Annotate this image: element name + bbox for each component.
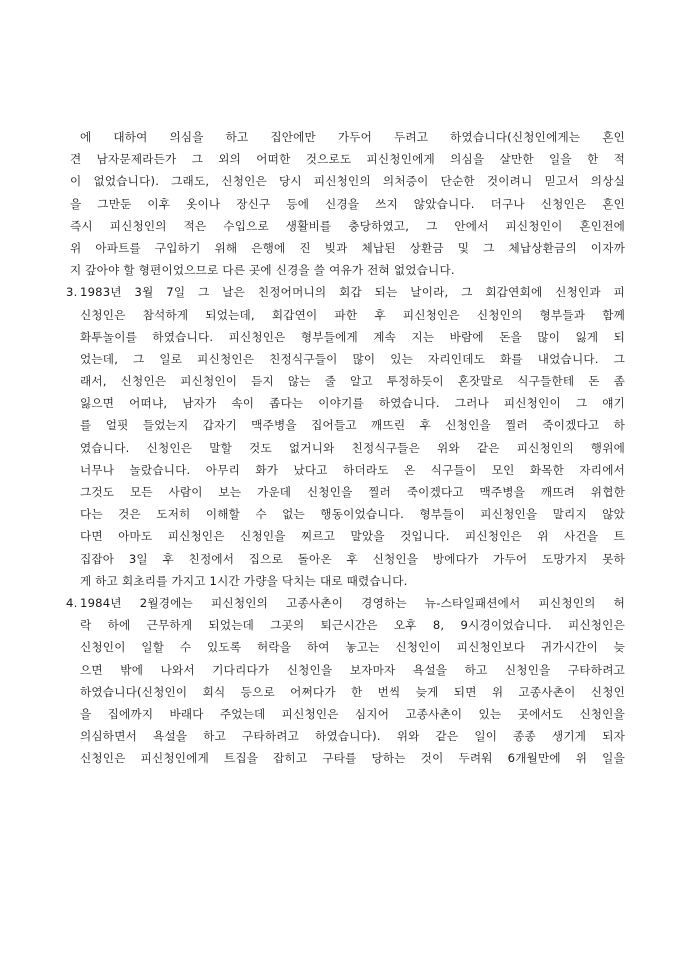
text-line: 락 하에 근무하게 되었는데 그곳의 퇴근시간은 오후 8, 9시경이었습니다. 피신청인은 <box>80 618 625 633</box>
text-line: 신청인은 참석하게 되었는데, 회갑연이 파한 후 피신청인은 신청인의 형부들과 함께 <box>80 307 625 322</box>
text-line: 1983년 3월 7일 그 날은 친정어머니의 회갑 되는 날이라, 그 회갑연회에 신청인과 피 <box>80 285 625 300</box>
text-line: 화투놀이를 하였습니다. 피신청인은 형부들에게 계속 지는 바람에 돈을 많이 잃게 되 <box>80 329 625 344</box>
item-number: 4. <box>66 595 78 610</box>
text-line: 견 남자문제라든가 그 외의 어떠한 것으로도 피신청인에게 의심을 살만한 일을 한 적 <box>70 152 625 167</box>
text-line: 다면 아마도 피신청인은 신청인을 찌르고 말았을 것입니다. 피신청인은 위 사건을 트 <box>80 529 625 544</box>
paragraph-continued <box>70 126 625 281</box>
text-line: 신청인은 피신청인에게 트집을 잡히고 구타를 당하는 것이 두려워 6개월만에 위 일을 <box>80 751 625 766</box>
text-line: 었는데, 그 일로 피신청인은 친정식구들이 많이 있는 자리인데도 화를 내었습니다. 그 <box>80 351 625 366</box>
item-number: 3. <box>66 285 78 300</box>
text-line: 이 없었습니다). 그래도, 신청인은 당시 피신청인의 의처증이 단순한 것이려니 믿고서 의상실 <box>70 174 625 189</box>
text-line: 하였습니다(신청인이 회식 등으로 어쩌다가 한 번씩 늦게 되면 위 고종사촌이 신청인 <box>80 684 625 699</box>
text-line: 잃으면 어떠냐, 남자가 속이 좁다는 이야기를 하였습니다. 그러나 피신청인이 그 얘기 <box>80 396 625 411</box>
text-line: 을 집에까지 바래다 주었는데 피신청인은 심지어 고종사촌이 있는 곳에서도 신청인을 <box>80 706 625 721</box>
text-line: 신청인이 일할 수 있도록 허락을 하여 놓고는 신청인이 피신청인보다 귀가시간이 늦 <box>80 640 625 655</box>
text-line: 게 하고 회초리를 가지고 1시간 가량을 닥치는 대로 때렸습니다. <box>80 573 408 588</box>
text-line: 래서, 신청인은 피신청인이 듣지 않는 줄 알고 투정하듯이 혼잣말로 식구들한테 돈 좀 <box>80 374 625 389</box>
text-line: 1984년 2월경에는 피신청인의 고종사촌이 경영하는 뉴-스타일패션에서 피신청인의 허 <box>80 595 625 610</box>
text-line: 그것도 모든 사람이 보는 가운데 신청인을 찔러 죽이겠다고 맥주병을 깨뜨려 위협한 <box>80 485 625 499</box>
text-line: 의심하면서 욕설을 하고 구타하려고 하였습니다). 위와 같은 일이 종종 생기게 되자 <box>80 729 625 744</box>
text-line: 였습니다. 신청인은 말할 것도 없거니와 친정식구들은 위와 같은 피신청인의 행위에 <box>80 440 625 455</box>
text-line: 을 그만둔 이후 옷이나 장신구 등에 신경을 쓰지 않았습니다. 더구나 신청인은 혼인 <box>70 196 625 211</box>
text-line: 집잡아 3일 후 친정에서 집으로 돌아온 후 신청인을 방에다가 가두어 도망가지 못하 <box>80 551 625 566</box>
text-line: 즉시 피신청인의 적은 수입으로 생활비를 충당하였고, 그 안에서 피신청인이 혼인전에 <box>70 218 625 233</box>
text-line: 으면 밖에 나와서 기다리다가 신청인을 보자마자 욕설을 하고 신청인을 구타하려고 <box>80 662 625 677</box>
numbered-item-4 <box>66 592 625 770</box>
text-line: 위 아파트를 구입하기 위해 은행에 진 빚과 체납된 상환금 및 그 체납상환금의 이자까 <box>70 240 625 255</box>
text-line: 너무나 놀랐습니다. 아무리 화가 났다고 하더라도 온 식구들이 모인 화목한 자리에서 <box>80 462 625 477</box>
text-line: 지 갚아야 할 형편이었으므로 다른 곳에 신경을 쓸 여유가 전혀 없었습니다. <box>70 263 455 278</box>
text-line: 다는 것은 도저히 이해할 수 없는 행동이었습니다. 형부들이 피신청인을 말리지 않았 <box>80 507 625 522</box>
numbered-item-3 <box>66 281 625 592</box>
text-line: 에 대하여 의심을 하고 집안에만 가두어 두려고 하였습니다(신청인에게는 혼인 <box>80 130 625 144</box>
document-body <box>66 126 625 769</box>
text-line: 를 얼핏 들었는지 갑자기 맥주병을 집어들고 깨뜨린 후 신청인을 찔러 죽이겠다고 하 <box>80 418 625 433</box>
